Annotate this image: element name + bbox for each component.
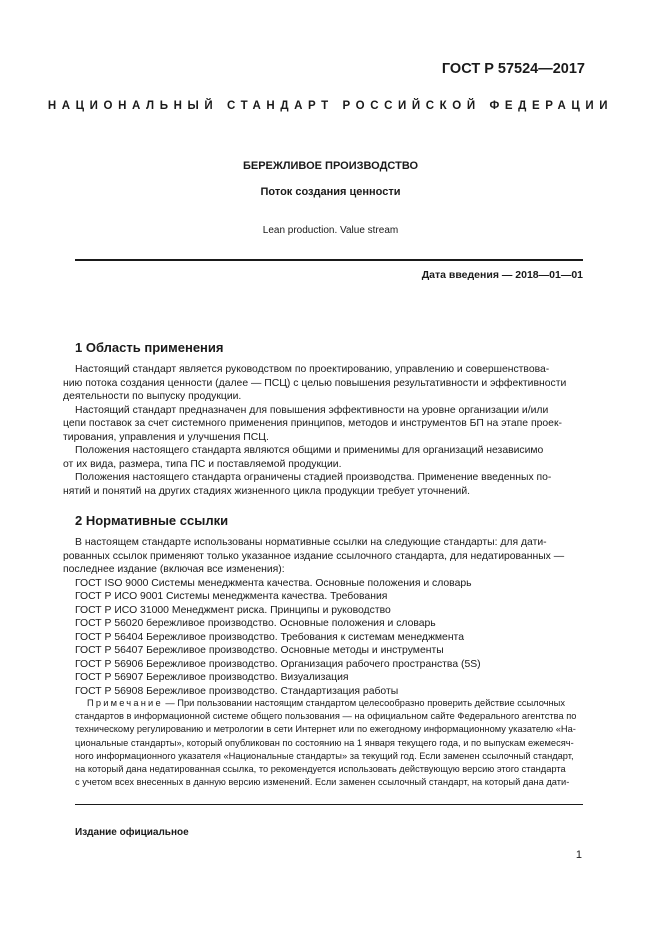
reference-item: ГОСТ Р ИСО 31000 Менеджмент риска. Принципы и руководство [75,604,391,616]
footer-divider [75,804,583,805]
reference-item: ГОСТ ISO 9000 Системы менеджмента качества. Основные положения и словарь [75,577,472,589]
official-edition-label: Издание официальное [75,827,189,838]
english-title: Lean production. Value stream [262,225,399,236]
note-first-line [75,697,583,710]
introduction-date: Дата введения — 2018—01—01 [421,269,583,281]
section-2-body [63,536,583,698]
text-line: Настоящий стандарт является руководством по проектированию, управлению и совершенствова- [75,364,550,375]
reference-item: ГОСТ Р 56906 Бережливое производство. Организация рабочего пространства (5S) [75,658,481,670]
reference-item: ГОСТ Р 56407 Бережливое производство. Основные методы и инструменты [75,645,444,656]
note-label: Примечание [87,698,163,708]
document-subtitle: Поток создания ценности [260,186,401,198]
national-standard-title: НАЦИОНАЛЬНЫЙ СТАНДАРТ РОССИЙСКОЙ ФЕДЕРАЦИИ [47,100,614,112]
note-line: техническому регулированию и метрологии в сети Интернет или по ежегодному информационному указателю «На- [75,724,576,735]
reference-item: ГОСТ Р 56020 бережливое производство. Основные положения и словарь [75,618,436,629]
note-line: на который дана недатированная ссылка, то рекомендуется использовать действующую версию этого стандарта [75,764,566,775]
title-divider [75,259,583,261]
note-line: стандартов в информационной системе общего пользования — на официальном сайте Федерального агентства по [75,711,577,722]
text-line: Настоящий стандарт предназначен для повышения эффективности на уровне организации и/или [75,404,549,416]
note-first-text: — При пользовании настоящим стандартом целесообразно проверить действие ссылочных [162,698,565,708]
page-number: 1 [575,849,582,861]
standard-number: ГОСТ Р 57524—2017 [441,61,585,77]
text-line: от их вида, размера, типа ПС и поставляемой продукции. [63,458,342,470]
note-line: циональные стандарты», который опубликован по состоянию на 1 января текущего года, и по выпускам ежемесяч- [75,737,574,748]
text-line: Положения настоящего стандарта ограничены стадией производства. Применение введенных по- [75,472,552,483]
reference-item: ГОСТ Р 56404 Бережливое производство. Требования к системам менеджмента [75,631,464,643]
reference-item: ГОСТ Р 56908 Бережливое производство. Стандартизация работы [75,685,399,697]
document-title: БЕРЕЖЛИВОЕ ПРОИЗВОДСТВО [242,160,419,172]
text-line: тирования, управления и улучшения ПСЦ. [63,431,269,443]
reference-item: ГОСТ Р ИСО 9001 Системы менеджмента качества. Требования [75,591,388,602]
note-line: с учетом всех внесенных в данную версию изменений. Если заменен ссылочный стандарт, на который дана дати- [75,777,570,788]
text-line: цепи поставок за счет системного применения принципов, методов и инструментов БП на этапе проек- [63,418,562,429]
text-line: последнее издание (включая все изменения): [63,564,285,575]
text-line: нятий и понятий на других стадиях жизненного цикла продукции требует уточнений. [63,485,471,497]
reference-item: ГОСТ Р 56907 Бережливое производство. Визуализация [75,672,349,683]
section-1-body [63,363,583,498]
section-1-heading: 1 Область применения [75,340,224,355]
note-line: ного информационного указателя «Национальные стандарты» за текущий год. Если заменен ссылочный стандарт, [75,750,574,761]
text-line: рованных ссылок применяют только указанное издание ссылочного стандарта, для недатированных — [63,550,565,562]
text-line: Положения настоящего стандарта являются общими и применимы для организаций независимо [75,445,544,456]
reference-note [75,697,583,789]
text-line: В настоящем стандарте использованы нормативные ссылки на следующие стандарты: для дати- [75,537,547,548]
text-line: деятельности по выпуску продукции. [63,391,242,402]
section-2-heading: 2 Нормативные ссылки [75,513,229,528]
text-line: нию потока создания ценности (далее — ПСЦ) с целью повышения результативности и эффективности [63,377,567,389]
